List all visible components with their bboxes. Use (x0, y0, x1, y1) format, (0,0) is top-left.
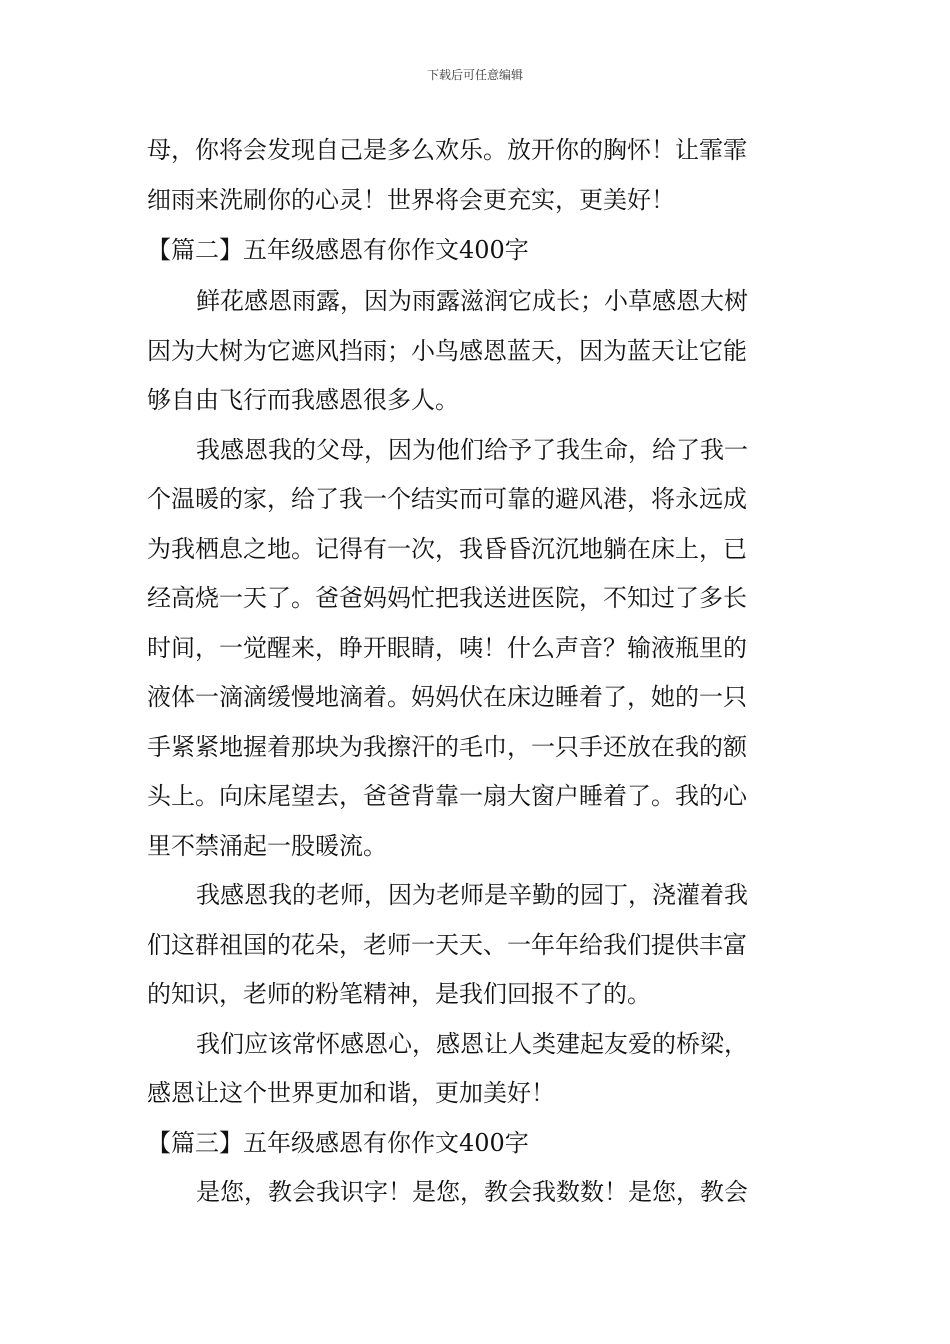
text-line: 我感恩我的父母，因为他们给予了我生命，给了我一 (196, 436, 748, 464)
text-line: 们这群祖国的花朵，老师一天天、一年年给我们提供丰富 (147, 931, 747, 959)
page-header: 下载后可任意编辑 (426, 68, 523, 82)
text-line: 细雨来洗刷你的心灵！世界将会更充实，更美好！ (147, 186, 675, 214)
text-line: 个温暖的家，给了我一个结实而可靠的避风港，将永远成 (147, 485, 747, 513)
text-line: 母，你将会发现自己是多么欢乐。放开你的胸怀！让霏霏 (147, 136, 747, 164)
section-heading: 【篇三】五年级感恩有你作文400字 (147, 1129, 529, 1157)
text-line: 鲜花感恩雨露，因为雨露滋润它成长；小草感恩大树 (196, 287, 748, 315)
text-line: 感恩让这个世界更加和谐，更加美好！ (147, 1079, 555, 1107)
section-heading: 【篇二】五年级感恩有你作文400字 (147, 236, 529, 264)
text-line: 我感恩我的老师，因为老师是辛勤的园丁，浇灌着我 (196, 881, 748, 909)
text-line: 是您，教会我识字！是您，教会我数数！是您，教会 (196, 1178, 748, 1206)
text-line: 的知识，老师的粉笔精神，是我们回报不了的。 (147, 980, 651, 1008)
text-line: 经高烧一天了。爸爸妈妈忙把我送进医院，不知过了多长 (147, 584, 747, 612)
text-line: 头上。向床尾望去，爸爸背靠一扇大窗户睡着了。我的心 (147, 782, 747, 810)
text-line: 时间，一觉醒来，睁开眼睛，咦！什么声音？输液瓶里的 (147, 634, 747, 662)
text-line: 手紧紧地握着那块为我擦汗的毛巾，一只手还放在我的额 (147, 733, 747, 761)
text-line: 够自由飞行而我感恩很多人。 (147, 386, 459, 414)
text-line: 里不禁涌起一股暖流。 (147, 832, 387, 860)
text-line: 我们应该常怀感恩心，感恩让人类建起友爱的桥梁， (196, 1030, 748, 1058)
text-line: 液体一滴滴缓慢地滴着。妈妈伏在床边睡着了，她的一只 (147, 683, 747, 711)
text-line: 为我栖息之地。记得有一次，我昏昏沉沉地躺在床上，已 (147, 535, 747, 563)
text-line: 因为大树为它遮风挡雨；小鸟感恩蓝天，因为蓝天让它能 (147, 337, 747, 365)
